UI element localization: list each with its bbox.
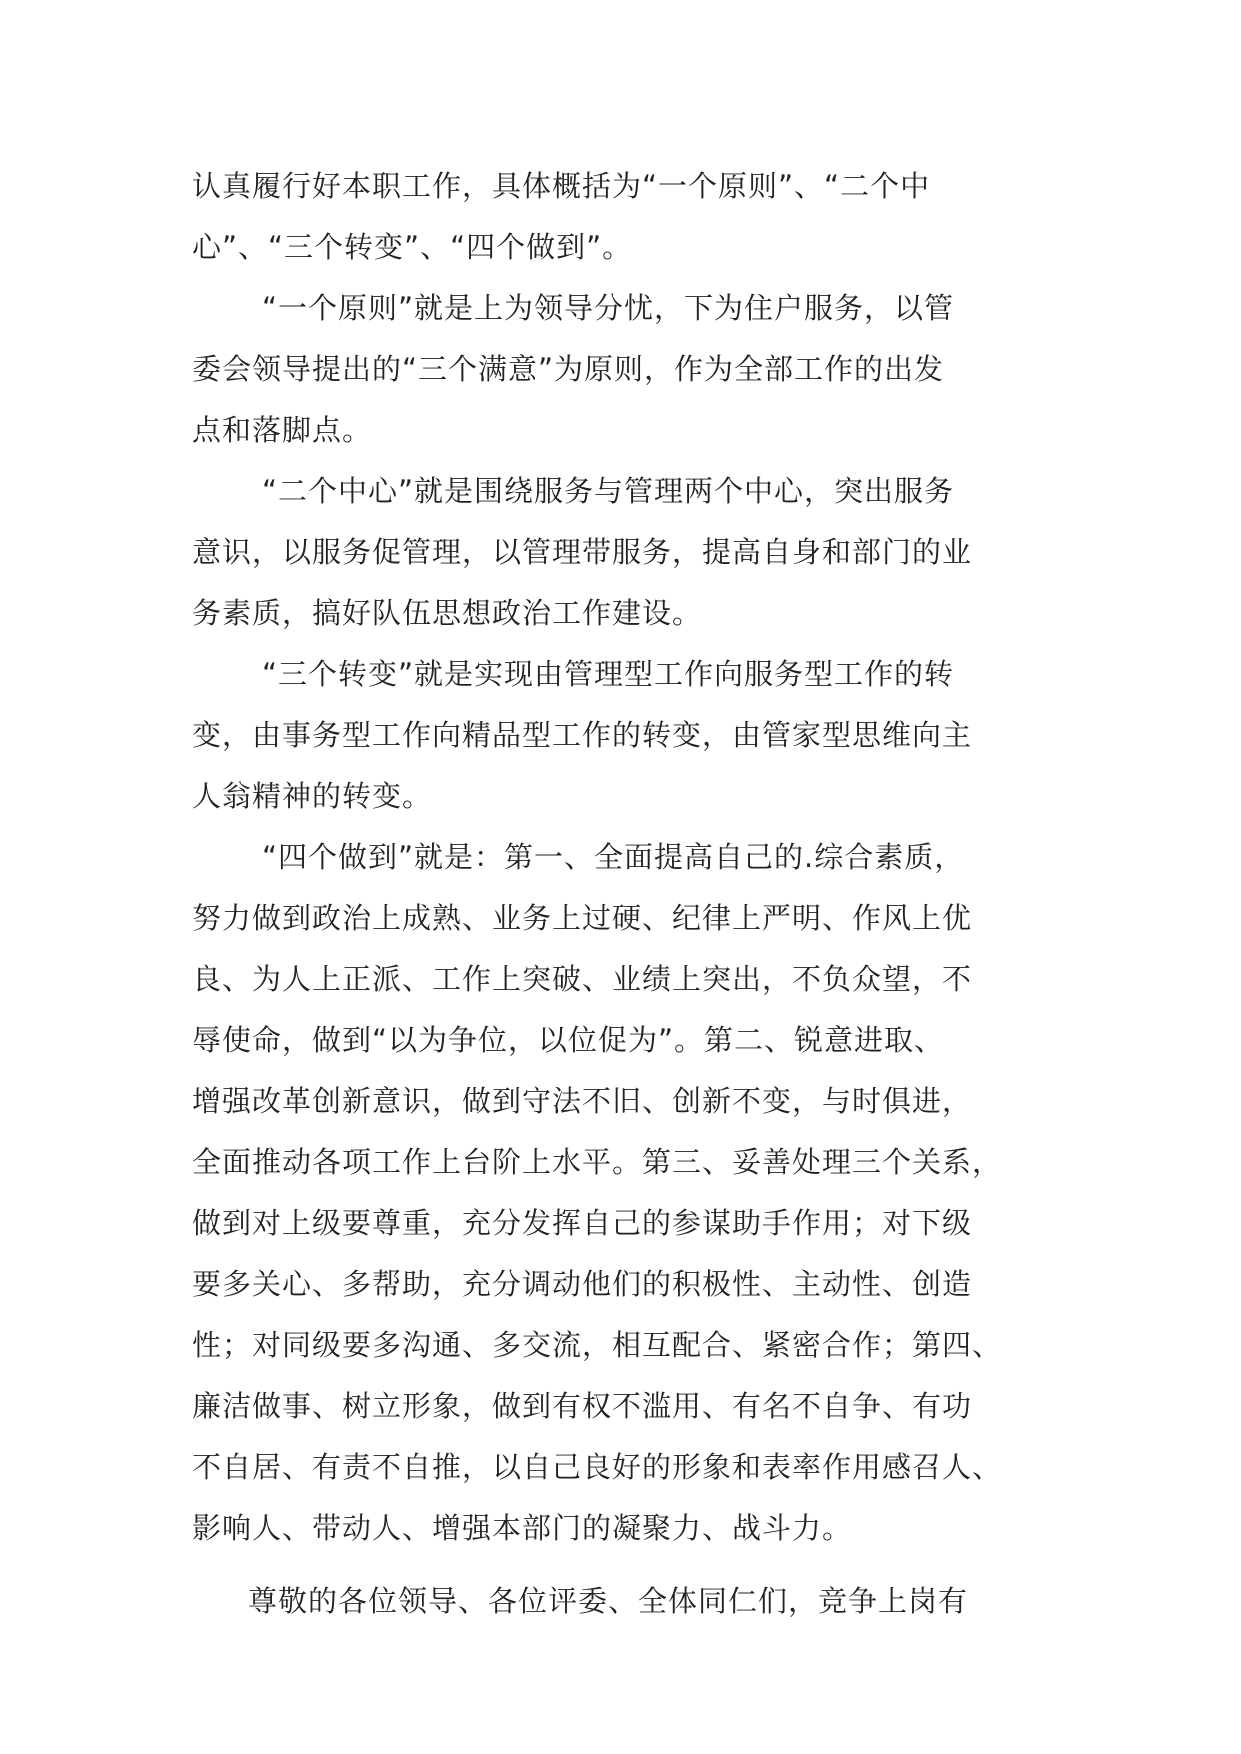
text-line: 影响人、带动人、增强本部门的凝聚力、战斗力。 [192,1511,853,1545]
text-line: 变，由事务型工作向精品型工作的转变，由管家型思维向主 [192,718,973,752]
paragraph-first-line: “四个做到”就是：第一、全面提高自己的.综合素质， [262,840,965,874]
text-line: 廉洁做事、树立形象，做到有权不滥用、有名不自争、有功 [192,1389,973,1423]
text-line: 点和落脚点。 [192,413,373,447]
text-line: 性；对同级要多沟通、多交流，相互配合、紧密合作；第四、 [192,1328,1003,1362]
text-line: 良、为人上正派、工作上突破、业绩上突出，不负众望，不 [192,962,973,996]
text-line: 增强改革创新意识，做到守法不旧、创新不变，与时俱进， [192,1084,973,1118]
paragraph-first-line: “一个原则”就是上为领导分忧，下为住户服务，以管 [262,291,955,325]
text-line: 全面推动各项工作上台阶上水平。第三、妥善处理三个关系， [192,1145,1003,1179]
paragraph-first-line: “三个转变”就是实现由管理型工作向服务型工作的转 [262,657,955,691]
text-line: 做到对上级要尊重，充分发挥自己的参谋助手作用；对下级 [192,1206,973,1240]
text-line: 务素质，搞好队伍思想政治工作建设。 [192,596,703,630]
text-line: 人翁精神的转变。 [192,779,433,813]
text-line: 不自居、有责不自推，以自己良好的形象和表率作用感召人、 [192,1450,1003,1484]
paragraph-first-line: 尊敬的各位领导、各位评委、全体同仁们，竞争上岗有 [248,1584,969,1618]
text-line: 要多关心、多帮助，充分调动他们的积极性、主动性、创造 [192,1267,973,1301]
text-line: 认真履行好本职工作，具体概括为“一个原则”、“二个中 [192,169,931,203]
text-line: 辱使命，做到“以为争位，以位促为”。第二、锐意进取、 [192,1023,945,1057]
text-line: 心”、“三个转变”、“四个做到”。 [192,230,633,264]
paragraph-first-line: “二个中心”就是围绕服务与管理两个中心，突出服务 [262,474,955,508]
text-line: 努力做到政治上成熟、业务上过硬、纪律上严明、作风上优 [192,901,973,935]
text-line: 意识，以服务促管理，以管理带服务，提高自身和部门的业 [192,535,973,569]
body-text [192,156,1054,1632]
text-line: 委会领导提出的“三个满意”为原则，作为全部工作的出发 [192,352,945,386]
